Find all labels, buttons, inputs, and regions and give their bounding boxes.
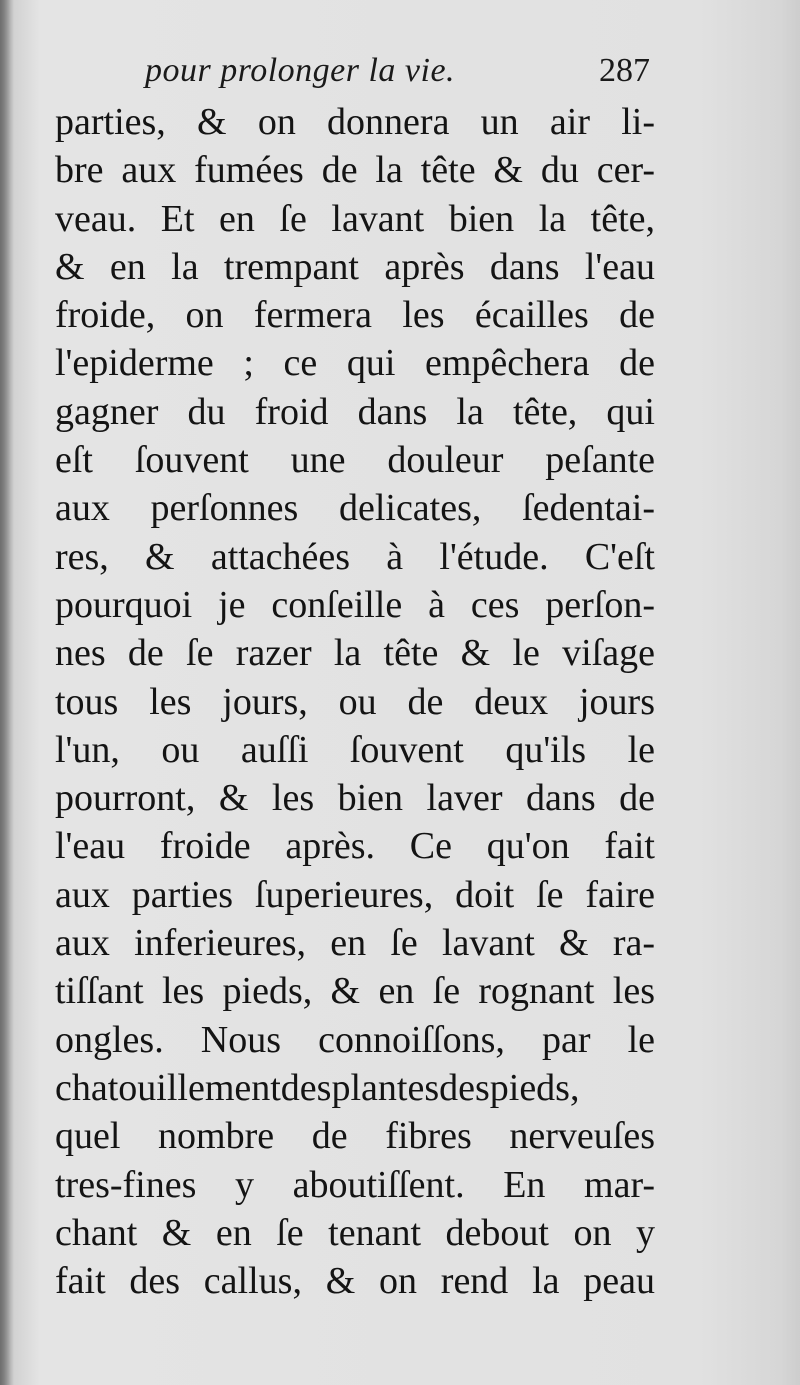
running-title: pour prolonger la vie. bbox=[145, 52, 456, 89]
text-line: aux perſonnes delicates, ſedentai- bbox=[55, 487, 655, 530]
text-line: l'eau froide après. Ce qu'on fait bbox=[55, 825, 655, 868]
page-header bbox=[145, 52, 660, 96]
body-text bbox=[55, 98, 655, 1305]
text-line: tous les jours, ou de deux jours bbox=[55, 680, 655, 723]
text-line: pourquoi je conſeille à ces perſon- bbox=[55, 583, 655, 626]
text-line: parties, & on donnera un air li- bbox=[55, 101, 655, 143]
text-line: l'un, ou auſſi ſouvent qu'ils le bbox=[55, 728, 655, 771]
text-line: chatouillementdesplantesdespieds, bbox=[55, 1066, 580, 1109]
text-line: froide, on fermera les écailles de bbox=[55, 294, 655, 337]
text-line: bre aux fumées de la tête & du cer- bbox=[55, 149, 655, 192]
text-line: nes de ſe razer la tête & le viſage bbox=[55, 632, 655, 675]
page-number: 287 bbox=[599, 52, 650, 89]
text-line: eſt ſouvent une douleur peſante bbox=[55, 439, 655, 482]
text-line: & en la trempant après dans l'eau bbox=[55, 245, 655, 288]
text-line: chant & en ſe tenant debout on y bbox=[55, 1211, 655, 1254]
text-line: ongles. Nous connoiſſons, par le bbox=[55, 1018, 655, 1061]
spine-shadow bbox=[0, 0, 14, 1385]
text-line: res, & attachées à l'étude. C'eſt bbox=[55, 535, 655, 578]
text-line: tres-fines y aboutiſſent. En mar- bbox=[55, 1163, 655, 1206]
text-line: pourront, & les bien laver dans de bbox=[55, 777, 655, 820]
text-line: gagner du froid dans la tête, qui bbox=[55, 390, 655, 433]
text-line: l'epiderme ; ce qui empêchera de bbox=[55, 342, 655, 385]
text-line: veau. Et en ſe lavant bien la tête, bbox=[55, 197, 655, 240]
text-line: tiſſant les pieds, & en ſe rognant les bbox=[55, 970, 655, 1013]
text-line: fait des callus, & on rend la peau bbox=[55, 1260, 655, 1303]
text-line: aux inferieures, en ſe lavant & ra- bbox=[55, 922, 655, 965]
text-line: quel nombre de fibres nerveuſes bbox=[55, 1115, 655, 1158]
text-line: aux parties ſuperieures, doit ſe faire bbox=[55, 873, 655, 916]
